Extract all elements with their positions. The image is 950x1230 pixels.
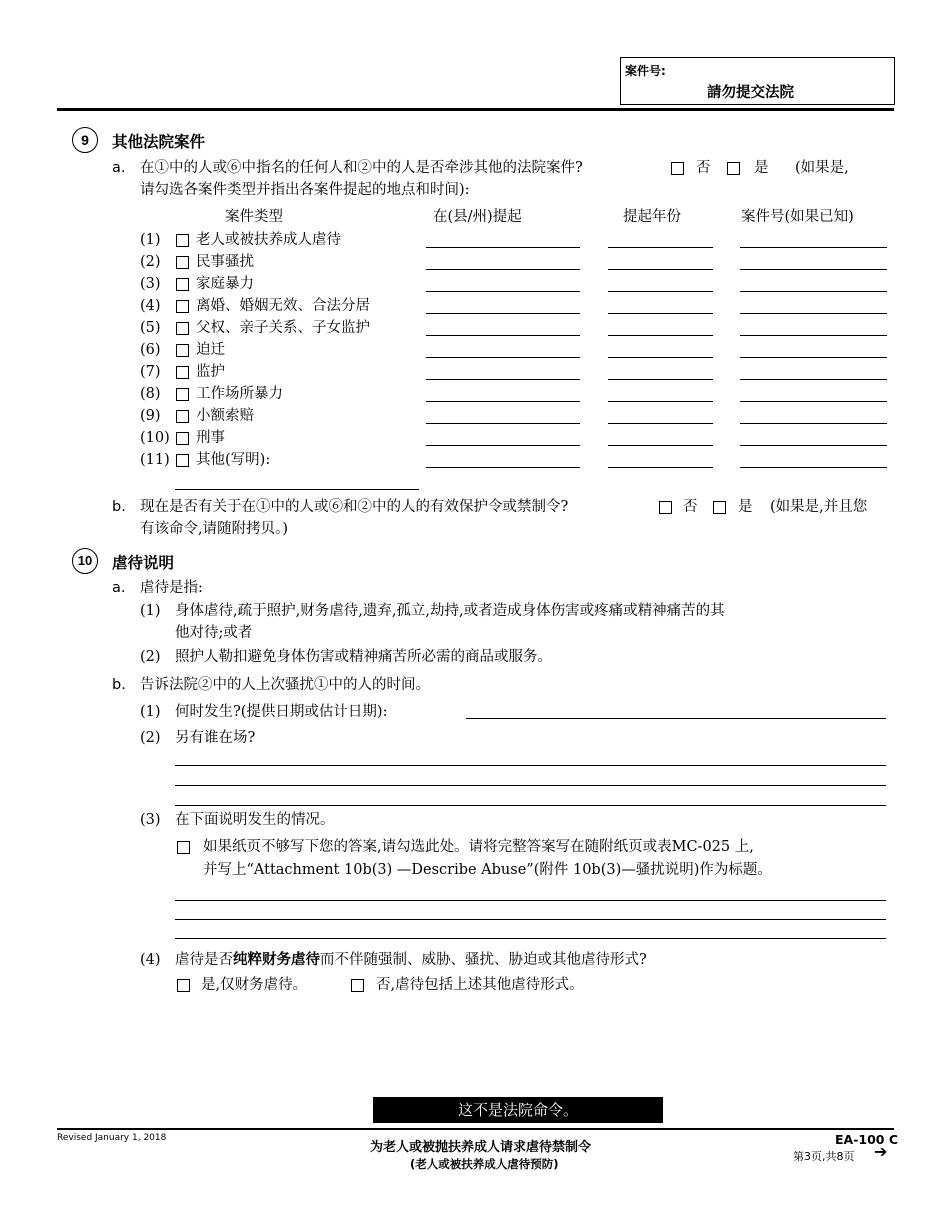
section-9b-marker: b.: [112, 499, 126, 515]
year-filed-line[interactable]: [608, 335, 713, 336]
year-filed-line[interactable]: [608, 401, 713, 402]
section-10b4-post: 而不伴随强制、威胁、骚扰、胁迫或其他虐待形式?: [320, 952, 647, 968]
case-row-number: (11): [140, 452, 170, 468]
section-9a-no-label: 否: [696, 160, 711, 176]
filed-in-line[interactable]: [426, 357, 580, 358]
case-type-label: 小额索赔: [196, 408, 254, 424]
section-9a-no-checkbox[interactable]: [671, 162, 684, 175]
section-10a2-text: 照护人勒扣避免身体伤害或精神痛苦所必需的商品或服务。: [175, 649, 552, 665]
case-number-label: 案件号:: [625, 64, 666, 78]
describe-line-3[interactable]: [175, 938, 886, 939]
section-10b3-text: 在下面说明发生的情况。: [175, 812, 335, 828]
section-9b-ifyes: (如果是,并且您: [770, 499, 868, 515]
case-type-label: 迫迁: [196, 342, 225, 358]
filed-in-line[interactable]: [426, 313, 580, 314]
year-filed-line[interactable]: [608, 247, 713, 248]
case-type-checkbox[interactable]: [176, 344, 189, 357]
case-number-line[interactable]: [740, 467, 887, 468]
section-9b-yes-label: 是: [738, 499, 753, 515]
filed-in-line[interactable]: [426, 467, 580, 468]
case-type-label: 父权、亲子关系、子女监护: [196, 320, 370, 336]
year-filed-line[interactable]: [608, 423, 713, 424]
case-number-line[interactable]: [740, 313, 887, 314]
year-filed-line[interactable]: [608, 467, 713, 468]
case-row-number: (10): [140, 430, 170, 446]
case-type-label: 家庭暴力: [196, 276, 254, 292]
year-filed-line[interactable]: [608, 379, 713, 380]
attachment-checkbox[interactable]: [177, 841, 190, 854]
footer-rule: [57, 1128, 894, 1130]
section-9a-ifyes: (如果是,: [795, 160, 849, 176]
form-subtitle: (老人或被扶养成人虐待预防): [410, 1157, 559, 1171]
section-9-number: 9: [72, 127, 98, 153]
financial-only-no-checkbox[interactable]: [351, 979, 364, 992]
section-10b1-text: 何时发生?(提供日期或估计日期):: [175, 704, 388, 720]
case-number-line[interactable]: [740, 357, 887, 358]
case-row-number: (5): [140, 320, 161, 336]
filed-in-line[interactable]: [426, 291, 580, 292]
section-10b4-number: (4): [140, 952, 161, 968]
column-case-type: 案件类型: [225, 209, 283, 225]
who-else-line-2[interactable]: [175, 785, 886, 786]
case-number-box[interactable]: [620, 57, 895, 105]
year-filed-line[interactable]: [608, 269, 713, 270]
case-row-number: (3): [140, 276, 161, 292]
case-number-line[interactable]: [740, 247, 887, 248]
filed-in-line[interactable]: [426, 401, 580, 402]
year-filed-line[interactable]: [608, 357, 713, 358]
section-10b-marker: b.: [112, 677, 126, 693]
case-type-checkbox[interactable]: [176, 410, 189, 423]
case-number-line[interactable]: [740, 269, 887, 270]
not-a-court-order-text: 这不是法院命令。: [457, 1101, 578, 1119]
case-type-label: 老人或被扶养成人虐待: [196, 232, 341, 248]
filed-in-line[interactable]: [426, 423, 580, 424]
section-10a1-text-line2: 他对待;或者: [175, 625, 253, 641]
section-9b-no-checkbox[interactable]: [659, 501, 672, 514]
case-type-checkbox[interactable]: [176, 388, 189, 401]
next-page-arrow-icon: ➔: [874, 1142, 888, 1161]
case-number-line[interactable]: [740, 445, 887, 446]
section-9a-question: 在①中的人或⑥中指名的任何人和②中的人是否牵涉其他的法院案件?: [140, 160, 583, 176]
case-type-checkbox[interactable]: [176, 366, 189, 379]
case-type-checkbox[interactable]: [176, 256, 189, 269]
section-10a-text: 虐待是指:: [140, 580, 203, 596]
section-10a1-number: (1): [140, 603, 161, 619]
case-type-label: 民事骚扰: [196, 254, 254, 270]
section-10b4-bold: 纯粹财务虐待: [233, 951, 320, 968]
section-9a-instruction: 请勾选各案件类型并指出各案件提起的地点和时间):: [140, 182, 470, 198]
describe-line-1[interactable]: [175, 900, 886, 901]
form-id: EA-100 C: [835, 1132, 899, 1147]
financial-only-no-label: 否,虐待包括上述其他虐待形式。: [376, 977, 584, 993]
section-9a-marker: a.: [112, 160, 126, 176]
section-10b4-question: [175, 950, 647, 970]
case-type-checkbox[interactable]: [176, 278, 189, 291]
header-rule: [57, 108, 894, 111]
section-10b2-text: 另有谁在场?: [175, 730, 256, 746]
case-type-checkbox[interactable]: [176, 234, 189, 247]
section-10a2-number: (2): [140, 649, 161, 665]
column-filed-in: 在(县/州)提起: [433, 209, 522, 225]
case-row-number: (6): [140, 342, 161, 358]
column-case-number: 案件号(如果已知): [741, 209, 854, 225]
case-number-line[interactable]: [740, 401, 887, 402]
case-row-number: (7): [140, 364, 161, 380]
year-filed-line[interactable]: [608, 291, 713, 292]
form-title: 为老人或被抛扶养成人请求虐待禁制令: [370, 1140, 592, 1155]
section-9b-question: 现在是否有关于在①中的人或⑥和②中的人的有效保护令或禁制令?: [140, 499, 569, 515]
section-10a1-text-line1: 身体虐待,疏于照护,财务虐待,遗弃,孤立,劫持,或者造成身体伤害或疼痛或精神痛苦的其: [175, 603, 725, 619]
case-number-line[interactable]: [740, 291, 887, 292]
section-10b1-number: (1): [140, 704, 161, 720]
case-row-number: (2): [140, 254, 161, 270]
section-10b4-pre: 虐待是否: [175, 952, 233, 968]
case-type-label: 监护: [196, 364, 225, 380]
not-a-court-order-banner: [373, 1097, 663, 1123]
case-row-number: (1): [140, 232, 161, 248]
financial-only-yes-label: 是,仅财务虐待。: [201, 977, 308, 993]
section-9b-yes-checkbox[interactable]: [713, 501, 726, 514]
section-10b2-number: (2): [140, 730, 161, 746]
filed-in-line[interactable]: [426, 247, 580, 248]
filed-in-line[interactable]: [426, 379, 580, 380]
section-9b-no-label: 否: [683, 499, 698, 515]
attachment-text-line1: 如果纸页不够写下您的答案,请勾选此处。请将完整答案写在随附纸页或表MC-025 上,: [203, 839, 754, 855]
section-9a-yes-checkbox[interactable]: [727, 162, 740, 175]
attachment-text-line2: 并写上“Attachment 10b(3) —Describe Abuse”(附件 10b(3)—骚扰说明)作为标题。: [203, 862, 772, 878]
case-row-number: (8): [140, 386, 161, 402]
filed-in-line[interactable]: [426, 269, 580, 270]
case-row-number: (4): [140, 298, 161, 314]
case-number-line[interactable]: [740, 379, 887, 380]
do-not-file-text: 請勿提交法院: [707, 85, 794, 101]
section-10-number: 10: [72, 548, 98, 574]
case-type-checkbox[interactable]: [176, 454, 189, 467]
case-type-label: 离婚、婚姻无效、合法分居: [196, 298, 370, 314]
who-else-line-1[interactable]: [175, 765, 886, 766]
section-9b-instruction: 有该命令,请随附拷贝。): [140, 521, 289, 537]
filed-in-line[interactable]: [426, 335, 580, 336]
page-number: 第3页,共8页: [793, 1150, 855, 1163]
year-filed-line[interactable]: [608, 313, 713, 314]
who-else-line-3[interactable]: [175, 805, 886, 806]
section-10b3-number: (3): [140, 812, 161, 828]
section-9a-yes-label: 是: [754, 160, 769, 176]
case-type-checkbox[interactable]: [176, 300, 189, 313]
case-type-label: 其他(写明):: [196, 452, 271, 468]
section-10a-marker: a.: [112, 580, 126, 596]
section-10-title: 虐待说明: [112, 554, 175, 572]
revised-date: Revised January 1, 2018: [57, 1133, 167, 1143]
other-specify-line[interactable]: [175, 489, 419, 490]
year-filed-line[interactable]: [608, 445, 713, 446]
case-type-label: 刑事: [196, 430, 225, 446]
when-happened-input-line[interactable]: [466, 718, 886, 719]
section-9-title: 其他法院案件: [112, 133, 206, 151]
section-10b-text: 告诉法院②中的人上次骚扰①中的人的时间。: [140, 677, 430, 693]
case-row-number: (9): [140, 408, 161, 424]
column-year-filed: 提起年份: [623, 209, 681, 225]
case-number-line[interactable]: [740, 423, 887, 424]
filed-in-line[interactable]: [426, 445, 580, 446]
case-type-checkbox[interactable]: [176, 432, 189, 445]
financial-only-yes-checkbox[interactable]: [177, 979, 190, 992]
describe-line-2[interactable]: [175, 919, 886, 920]
case-number-line[interactable]: [740, 335, 887, 336]
case-type-checkbox[interactable]: [176, 322, 189, 335]
case-type-label: 工作场所暴力: [196, 386, 283, 402]
